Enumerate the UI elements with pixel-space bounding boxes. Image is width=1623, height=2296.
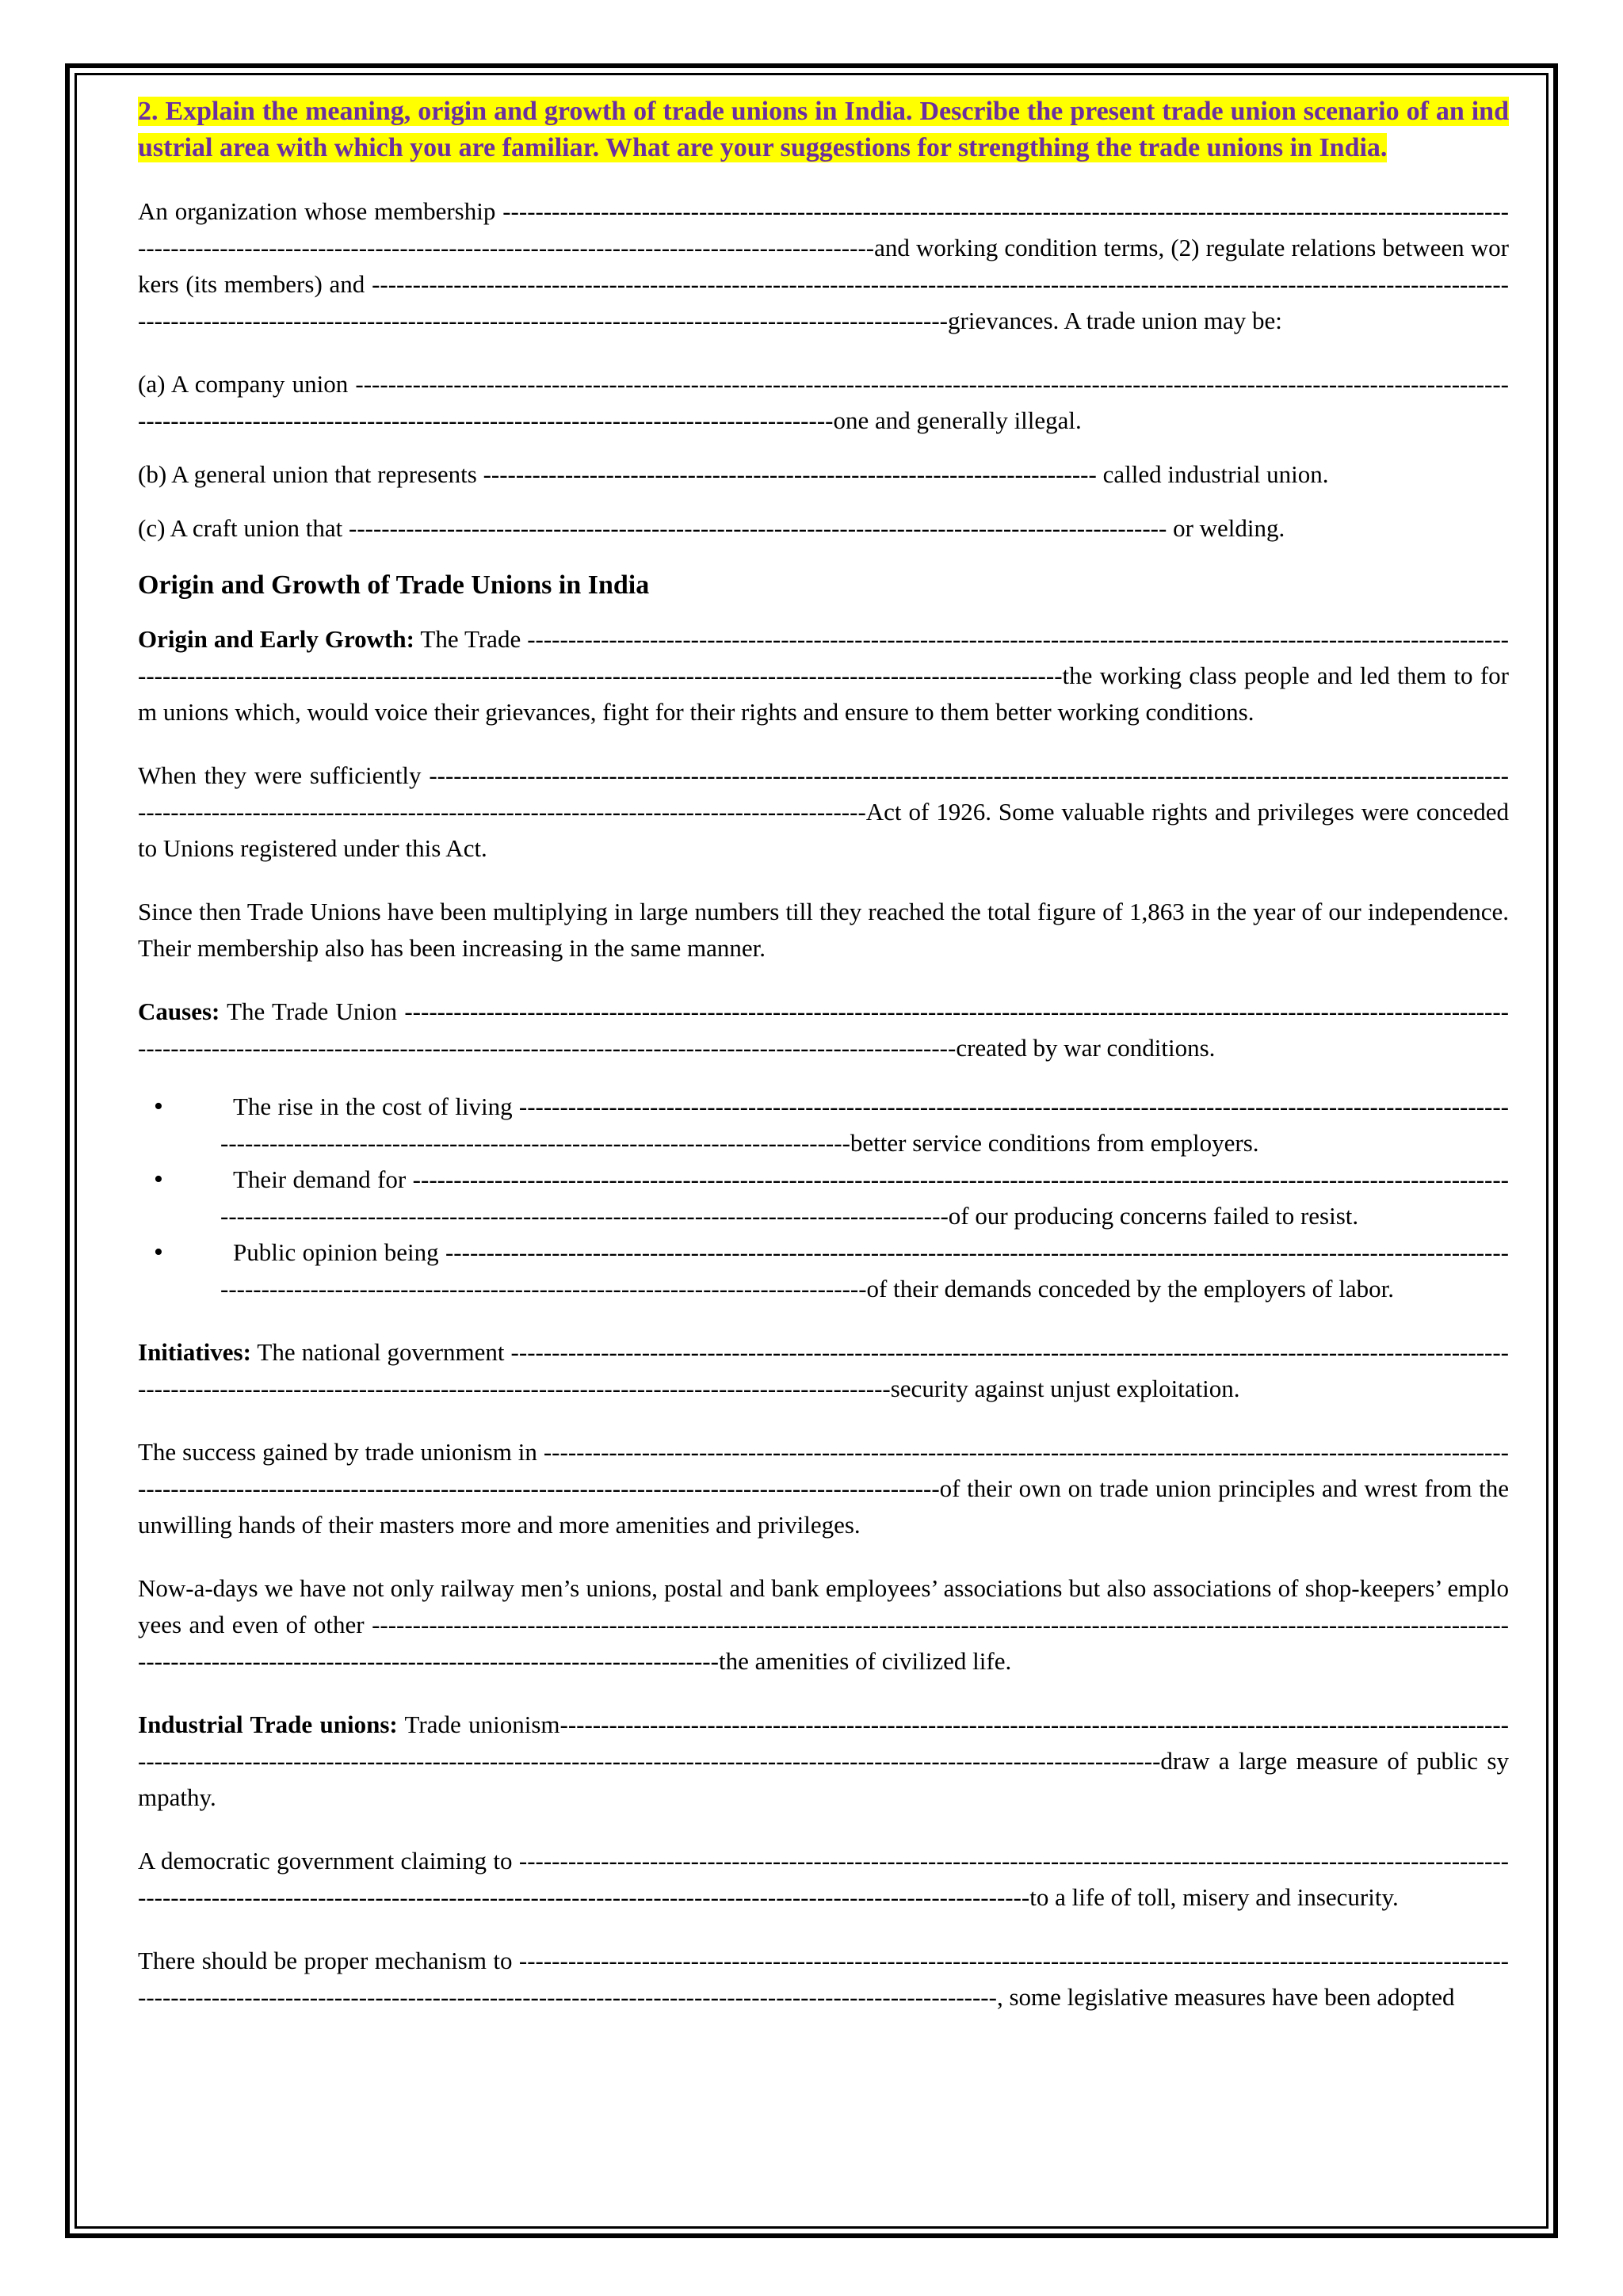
list-item — [220, 1234, 1509, 1307]
section-heading: Origin and Growth of Trade Unions in India — [138, 570, 650, 600]
bullet-lead: Public opinion being — [233, 1238, 439, 1266]
industrial-label: Industrial Trade unions: — [138, 1711, 398, 1738]
question-text: 2. Explain the meaning, origin and growth of trade unions in India. Describe the present trade union scenario of an industrial area with which you are familiar. What are your suggestions for strengthing the trade unions in India. — [138, 97, 1509, 162]
list-item — [220, 1161, 1509, 1234]
industrial-paragraph — [138, 1707, 1509, 1816]
bullet-text: -----------------------------------------------------------------------------------------------------------------------------------------------------------------------------------------------------------------of their demands conceded by the employers of labor. — [220, 1238, 1509, 1302]
bullet-lead: The rise in the cost of living — [233, 1093, 513, 1120]
document-body — [138, 93, 1509, 2016]
sufficiently-paragraph: When they were sufficiently -----------------------------------------------------------------------------------------------------------------------------------------------------------------------------------------------------------------------------Act of 1926. Some valuable rights and privileges were conceded to Unions registered under this Act. — [138, 761, 1509, 862]
bullet-lead: Their demand for — [233, 1165, 407, 1193]
union-type-a: (a) A company union ----------------------------------------------------------------------------------------------------------------------------------------------------------------------------------------------------------------------------------one and generally illegal. — [138, 370, 1509, 434]
union-type-b: (b) A general union that represents --------------------------------------------------------------------------- called industrial union. — [138, 460, 1329, 488]
industrial-text: Trade unionism-------------------------------------------------------------------------------------------------------------------------------------------------------------------------------------------------------------------------------------------------draw a large measure of public sympathy. — [138, 1711, 1509, 1811]
union-type-c: (c) A craft union that ---------------------------------------------------------------------------------------------------- or welding. — [138, 514, 1285, 542]
since-paragraph: Since then Trade Unions have been multiplying in large numbers till they reached the total figure of 1,863 in the year of our independence. Their membership also has been increasing in the same manner. — [138, 898, 1509, 962]
origin-text: The Trade -----------------------------------------------------------------------------------------------------------------------------------------------------------------------------------------------------------------------------------------the working class people and led them to form unions which, would voice their grievances, fight for their rights and ensure to them better working conditions. — [138, 625, 1509, 726]
intro-paragraph: An organization whose membership ---------------------------------------------------------------------------------------------------------------------------------------------------------------------------------------------------------------------and working condition terms, (2) regulate relations between workers (its members) and ----------------------------------------------------------------------------------------------------------------------------------------------------------------------------------------------------------------------------------------------grievances. A trade union may be: — [138, 197, 1509, 334]
causes-paragraph — [138, 994, 1509, 1066]
initiatives-paragraph — [138, 1334, 1509, 1407]
success-paragraph: The success gained by trade unionism in ------------------------------------------------------------------------------------------------------------------------------------------------------------------------------------------------------------------------of their own on trade union principles and wrest from the unwilling hands of their masters more and more amenities and privileges. — [138, 1438, 1509, 1539]
democratic-paragraph: A democratic government claiming to --------------------------------------------------------------------------------------------------------------------------------------------------------------------------------------------------------------------------------------to a life of toll, misery and insecurity. — [138, 1847, 1509, 1911]
causes-label: Causes: — [138, 997, 220, 1025]
mechanism-paragraph: There should be proper mechanism to ----------------------------------------------------------------------------------------------------------------------------------------------------------------------------------------------------------------------------------, some legislative measures have been adopted — [138, 1947, 1509, 2011]
bullet-text: ------------------------------------------------------------------------------------------------------------------------------------------------------------------------------------------------------better service conditions from employers. — [220, 1093, 1509, 1157]
origin-label: Origin and Early Growth: — [138, 625, 414, 653]
causes-list — [138, 1089, 1509, 1307]
origin-paragraph — [138, 621, 1509, 730]
question-heading — [138, 93, 1509, 166]
list-item — [220, 1089, 1509, 1161]
bullet-text: -------------------------------------------------------------------------------------------------------------------------------------------------------------------------------------------------------------------------------of our producing concerns failed to resist. — [220, 1165, 1509, 1230]
nowadays-paragraph: Now-a-days we have not only railway men’s unions, postal and bank employees’ associations but also associations of shop-keepers’ employees and even of other ------------------------------------------------------------------------------------------------------------------------------------------------------------------------------------------------------------------the amenities of civilized life. — [138, 1574, 1509, 1675]
initiatives-label: Initiatives: — [138, 1338, 251, 1366]
causes-text: The Trade Union -------------------------------------------------------------------------------------------------------------------------------------------------------------------------------------------------------------------------------------------created by war conditions. — [138, 997, 1509, 1062]
initiatives-text: The national government ----------------------------------------------------------------------------------------------------------------------------------------------------------------------------------------------------------------------security against unjust exploitation. — [138, 1338, 1509, 1402]
